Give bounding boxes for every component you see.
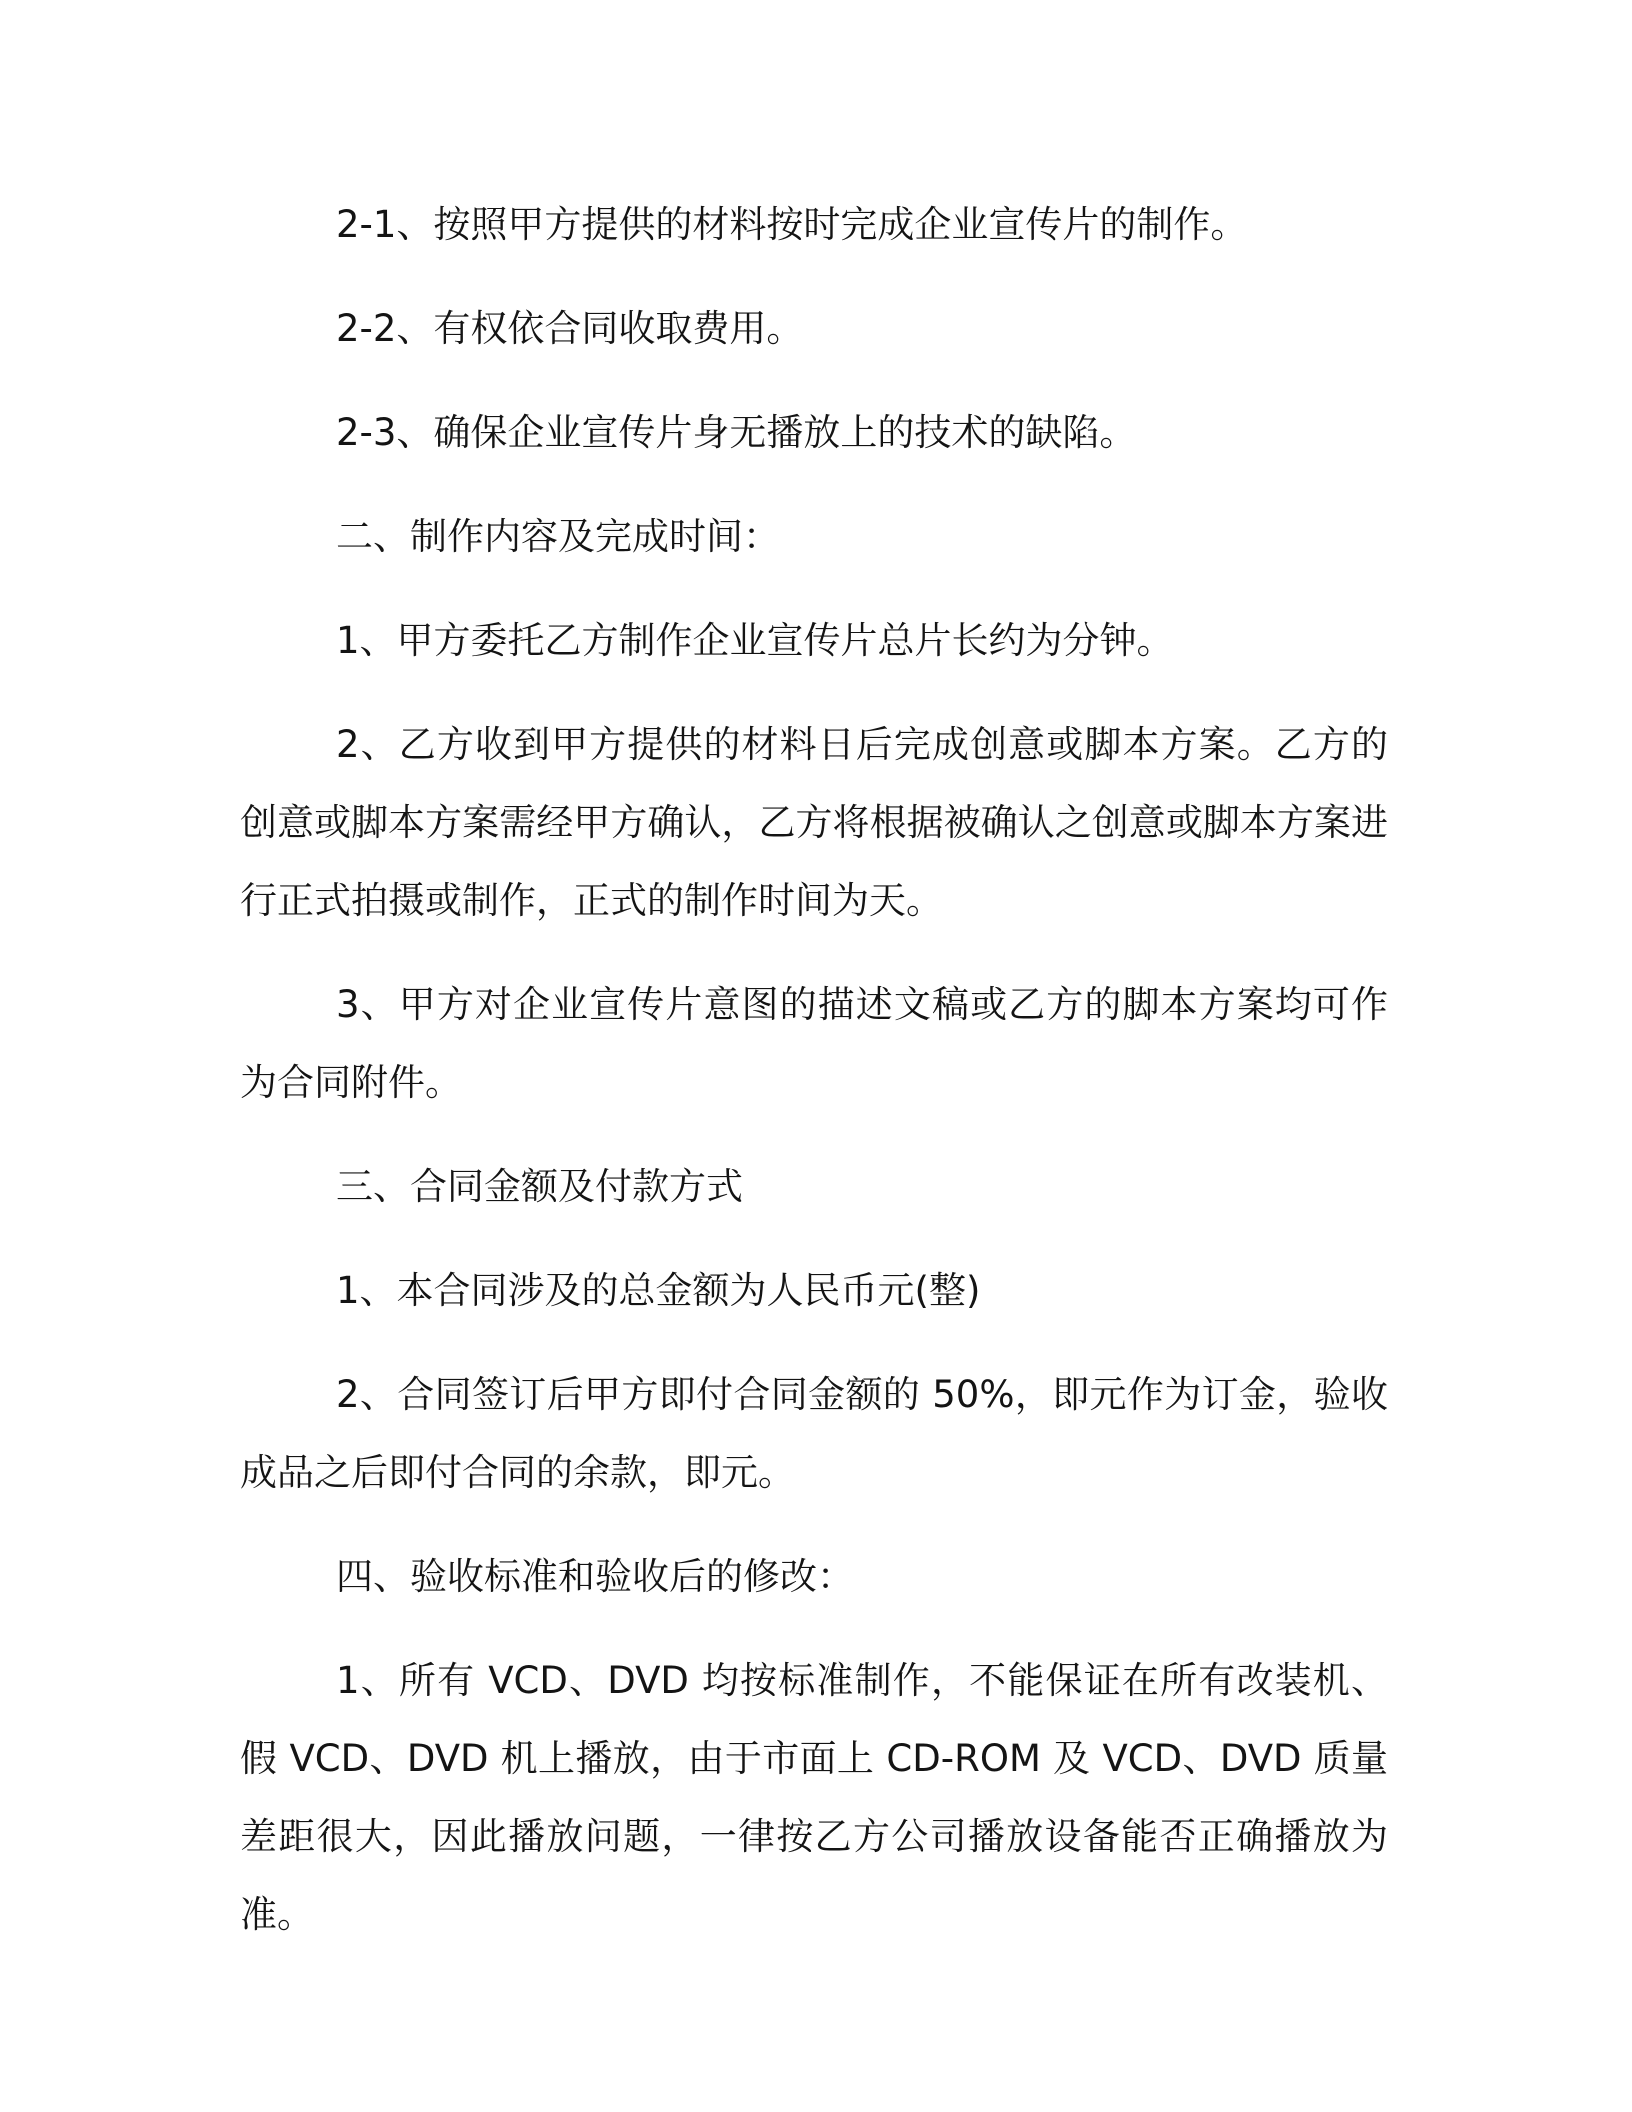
section-2-item-3: 3、甲方对企业宣传片意图的描述文稿或乙方的脚本方案均可作为合同附件。 bbox=[240, 983, 1388, 1104]
section-heading-2: 二、制作内容及完成时间： bbox=[336, 515, 780, 558]
clause-2-3: 2-3、确保企业宣传片身无播放上的技术的缺陷。 bbox=[336, 411, 1137, 454]
section-2-item-1: 1、甲方委托乙方制作企业宣传片总片长约为分钟。 bbox=[336, 619, 1174, 662]
clause-2-2: 2-2、有权依合同收取费用。 bbox=[336, 307, 804, 350]
section-3-item-1: 1、本合同涉及的总金额为人民币元(整) bbox=[336, 1269, 981, 1312]
document-body bbox=[240, 186, 1388, 1980]
clause-2-1: 2-1、按照甲方提供的材料按时完成企业宣传片的制作。 bbox=[336, 203, 1248, 246]
section-4-item-1: 1、所有 VCD、DVD 均按标准制作，不能保证在所有改装机、假 VCD、DVD 机上播放，由于市面上 CD-ROM 及 VCD、DVD 质量差距很大，因此播放问题，一律按乙方公司播放设备能否正确播放为准。 bbox=[240, 1659, 1388, 1936]
section-3-item-2: 2、合同签订后甲方即付合同金额的 50%，即元作为订金，验收成品之后即付合同的余款，即元。 bbox=[240, 1373, 1388, 1494]
section-heading-4: 四、验收标准和验收后的修改： bbox=[336, 1555, 854, 1598]
section-heading-3: 三、合同金额及付款方式 bbox=[336, 1165, 743, 1208]
section-2-item-2: 2、乙方收到甲方提供的材料日后完成创意或脚本方案。乙方的创意或脚本方案需经甲方确认，乙方将根据被确认之创意或脚本方案进行正式拍摄或制作，正式的制作时间为天。 bbox=[240, 723, 1388, 922]
